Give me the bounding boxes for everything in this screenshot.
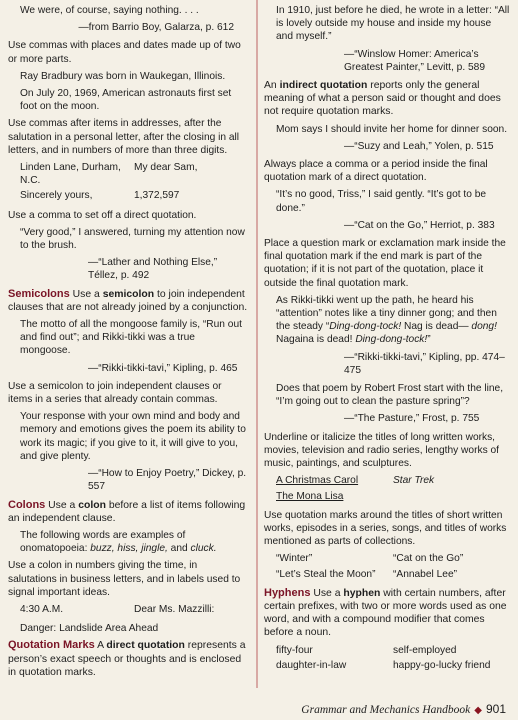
example-text: “It’s no good, Triss,” I said gently. “It’s got to be done.” (276, 189, 487, 214)
example-text: The motto of all the mongoose family is, “Run out and find out”; and Rikki-tikki was a true mongoose. (20, 319, 242, 357)
diamond-icon: ◆ (474, 705, 482, 716)
citation: —“Winslow Homer: America’s Greatest Painter,” Levitt, p. 589 (344, 48, 486, 73)
example-text: We were, of course, saying nothing. . . . (20, 5, 199, 16)
example-cell: Dear Ms. Mazzilli: (134, 603, 215, 615)
example-cell: Sincerely yours, (20, 190, 93, 202)
example-grid (20, 161, 248, 205)
example-cell: “Let’s Steal the Moon” (276, 568, 376, 580)
citation: —“Lather and Nothing Else,” Téllez, p. 492 (88, 257, 218, 282)
example-text: Mom says I should invite her home for dinner soon. (276, 123, 508, 135)
example-text: As Rikki-tikki went up the path, he heard his “attention” notes like a tiny dinner gong; and then the steady “Ding-dong-tock! Nag is dead— dong! Nagaina is dead! Ding-dong-tock!” (276, 294, 497, 346)
example-cell: fifty-four (276, 644, 313, 656)
example-text: Your response with your own mind and body and memory and emotions gives the poem its ability to work its magic; if you give to it, it will give to you, and give plenty. (20, 411, 246, 462)
example-cell: My dear Sam, (134, 162, 198, 174)
indirect-quotation-rule: An indirect quotation reports only the general meaning of what a person said or thought and does not require quotation marks. (264, 80, 501, 118)
example-cell: “Cat on the Go” (393, 553, 464, 565)
footer-title: Grammar and Mechanics Handbook (301, 704, 471, 716)
citation: —“Suzy and Leah,” Yolen, p. 515 (344, 140, 494, 152)
section-heading-quotation-marks: Quotation Marks A direct quotation represents a person’s exact speech or thoughts and is enclosed in quotation marks. (8, 639, 246, 678)
rule-text: Always place a comma or a period inside the final quotation mark of a direct quotation. (264, 159, 488, 184)
heading-label: Colons (8, 498, 46, 511)
rule-text: Place a question mark or exclamation mark inside the final quotation mark if the end mark is part of the quotation; if it is not part of the quotation, place it outside the final quotation mark. (264, 238, 506, 289)
italic-title: Star Trek (393, 475, 435, 487)
rule-text: Use a semicolon to join independent clauses or items in a series that already contain commas. (8, 380, 222, 406)
example-text: In 1910, just before he died, he wrote in a letter: “All is lovely outside my house and inside my house and myself.” (276, 5, 510, 43)
citation: —“The Pasture,” Frost, p. 755 (344, 413, 480, 425)
rule-text: Use quotation marks around the titles of short written works, episodes in a series, songs, and titles of works mentioned as parts of collections. (264, 509, 507, 548)
example-cell: “Winter” (276, 553, 313, 565)
example-text: Danger: Landslide Area Ahead (20, 623, 159, 635)
underlined-title: A Christmas Carol (276, 475, 359, 487)
right-column (264, 0, 510, 678)
example-text: Ray Bradbury was born in Waukegan, Illinois. (20, 70, 226, 82)
citation: —“How to Enjoy Poetry,” Dickey, p. 557 (88, 468, 247, 493)
quoted-title-examples (276, 552, 510, 582)
citation: —“Cat on the Go,” Herriot, p. 383 (344, 219, 495, 231)
example-cell: Linden Lane, Durham, N.C. (20, 162, 121, 187)
example-text: “Very good,” I answered, turning my attention now to the brush. (20, 226, 245, 252)
column-divider (256, 0, 258, 688)
section-heading-semicolons: Semicolons Use a semicolon to join independent clauses that are not already joined by a conjunction. (8, 287, 248, 313)
underlined-title: The Mona Lisa (276, 490, 344, 502)
page-number: 901 (485, 702, 506, 716)
example-cell: 4:30 A.M. (20, 603, 64, 615)
section-heading-colons: Colons Use a colon before a list of items following an independent clause. (8, 498, 246, 524)
left-column (8, 0, 248, 683)
example-cell: happy-go-lucky friend (393, 659, 491, 671)
citation: —from Barrio Boy, Galarza, p. 612 (78, 22, 234, 34)
citation: —“Rikki-tikki-tavi,” Kipling, pp. 474–475 (344, 351, 505, 376)
rule-text: Underline or italicize the titles of long written works, movies, television and radio series, lengthy works of music, paintings, and sculptures. (264, 431, 499, 470)
example-text: On July 20, 1969, American astronauts first set foot on the moon. (20, 88, 232, 113)
citation: —“Rikki-tikki-tavi,” Kipling, p. 465 (88, 362, 238, 374)
example-cell: “Annabel Lee” (393, 568, 458, 580)
rule-text: Use a colon in numbers giving the time, in salutations in business letters, and in labels used to signal important ideas. (8, 560, 241, 598)
title-examples (276, 474, 510, 504)
hyphen-examples (276, 644, 510, 674)
page-footer (301, 702, 506, 716)
example-cell: 1,372,597 (134, 190, 180, 202)
rule-text: Use commas after items in addresses, after the salutation in a personal letter, after the closing in all letters, and in numbers of more than three digits. (8, 118, 240, 156)
example-grid (20, 603, 248, 618)
heading-label: Semicolons (8, 287, 70, 300)
heading-label: Quotation Marks (8, 639, 95, 652)
example-cell: self-employed (393, 644, 457, 656)
rule-text: Use commas with places and dates made up of two or more parts. (8, 40, 241, 65)
example-cell: daughter-in-law (276, 659, 347, 671)
example-text: The following words are examples of onomatopoeia: buzz, hiss, jingle, and cluck. (20, 529, 217, 555)
heading-label: Hyphens (264, 586, 311, 599)
rule-text: Use a comma to set off a direct quotation. (8, 209, 197, 221)
section-heading-hyphens: Hyphens Use a hyphen with certain numbers, after certain prefixes, with two or more words used as one word, and with a compound modifier that comes before a noun. (264, 586, 507, 639)
example-text: Does that poem by Robert Frost start with the line, “I’m going out to clean the pasture spring”? (276, 383, 504, 408)
